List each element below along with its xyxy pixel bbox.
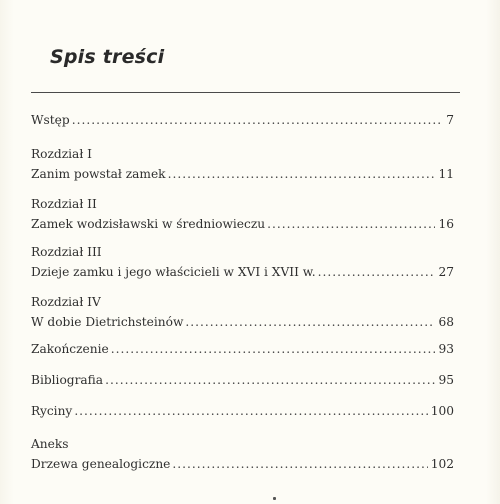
toc-entry-title: Zakończenie	[31, 342, 109, 356]
toc-entry-page: 7	[446, 113, 454, 127]
toc-entry-line	[31, 401, 454, 421]
toc-entry-page: 16	[438, 217, 454, 231]
dot-leader	[318, 262, 436, 282]
toc-entry-line	[31, 262, 454, 282]
dot-leader	[111, 339, 436, 359]
toc-entry-line	[31, 214, 454, 234]
page-number-mark	[273, 497, 276, 500]
toc-entry-zakonczenie[interactable]	[31, 339, 454, 359]
toc-entry-page: 11	[438, 167, 454, 181]
toc-entry-ryciny[interactable]	[31, 401, 454, 421]
title-divider	[31, 92, 460, 93]
toc-entry-page: 93	[438, 342, 454, 356]
dot-leader	[267, 214, 435, 234]
dot-leader	[168, 164, 436, 184]
toc-entry-line	[31, 110, 454, 130]
toc-entry-line	[31, 312, 454, 332]
toc-entry-title: W dobie Dietrichsteinów	[31, 315, 184, 329]
toc-entry-page: 27	[438, 265, 454, 279]
chapter-label: Aneks	[31, 437, 69, 451]
toc-entry-page: 102	[430, 457, 454, 471]
toc-entry-title: Bibliografia	[31, 373, 104, 387]
toc-entry-chapter-2[interactable]	[31, 194, 454, 234]
toc-entry-chapter-1[interactable]	[31, 144, 454, 184]
chapter-label: Rozdział II	[31, 197, 97, 211]
toc-entry-line	[31, 164, 454, 184]
chapter-label: Rozdział III	[31, 245, 102, 259]
chapter-label: Rozdział IV	[31, 295, 101, 309]
toc-entry-line	[31, 339, 454, 359]
chapter-label: Rozdział I	[31, 147, 92, 161]
toc-entry-title: Dzieje zamku i jego właścicieli w XVI i XVII w.	[31, 265, 316, 279]
dot-leader	[172, 454, 427, 474]
toc-entry-page: 100	[430, 404, 454, 418]
toc-entry-title: Zanim powstał zamek	[31, 167, 166, 181]
toc-entry-line	[31, 454, 454, 474]
toc-entry-title: Zamek wodzisławski w średniowieczu	[31, 217, 266, 231]
dot-leader	[185, 312, 435, 332]
dot-leader	[105, 370, 435, 390]
toc-entry-line	[31, 370, 454, 390]
toc-entry-chapter-4[interactable]	[31, 292, 454, 332]
toc-entry-chapter-3[interactable]	[31, 242, 454, 282]
toc-entry-wstep[interactable]	[31, 110, 454, 130]
toc-entry-bibliografia[interactable]	[31, 370, 454, 390]
toc-entry-title: Wstęp	[31, 113, 70, 127]
toc-entry-aneks[interactable]	[31, 434, 454, 474]
page-title: Spis treści	[50, 46, 165, 68]
toc-entry-page: 68	[438, 315, 454, 329]
toc-entry-title: Drzewa genealogiczne	[31, 457, 171, 471]
toc-entry-page: 95	[438, 373, 454, 387]
dot-leader	[72, 110, 444, 130]
dot-leader	[74, 401, 427, 421]
toc-entry-title: Ryciny	[31, 404, 73, 418]
